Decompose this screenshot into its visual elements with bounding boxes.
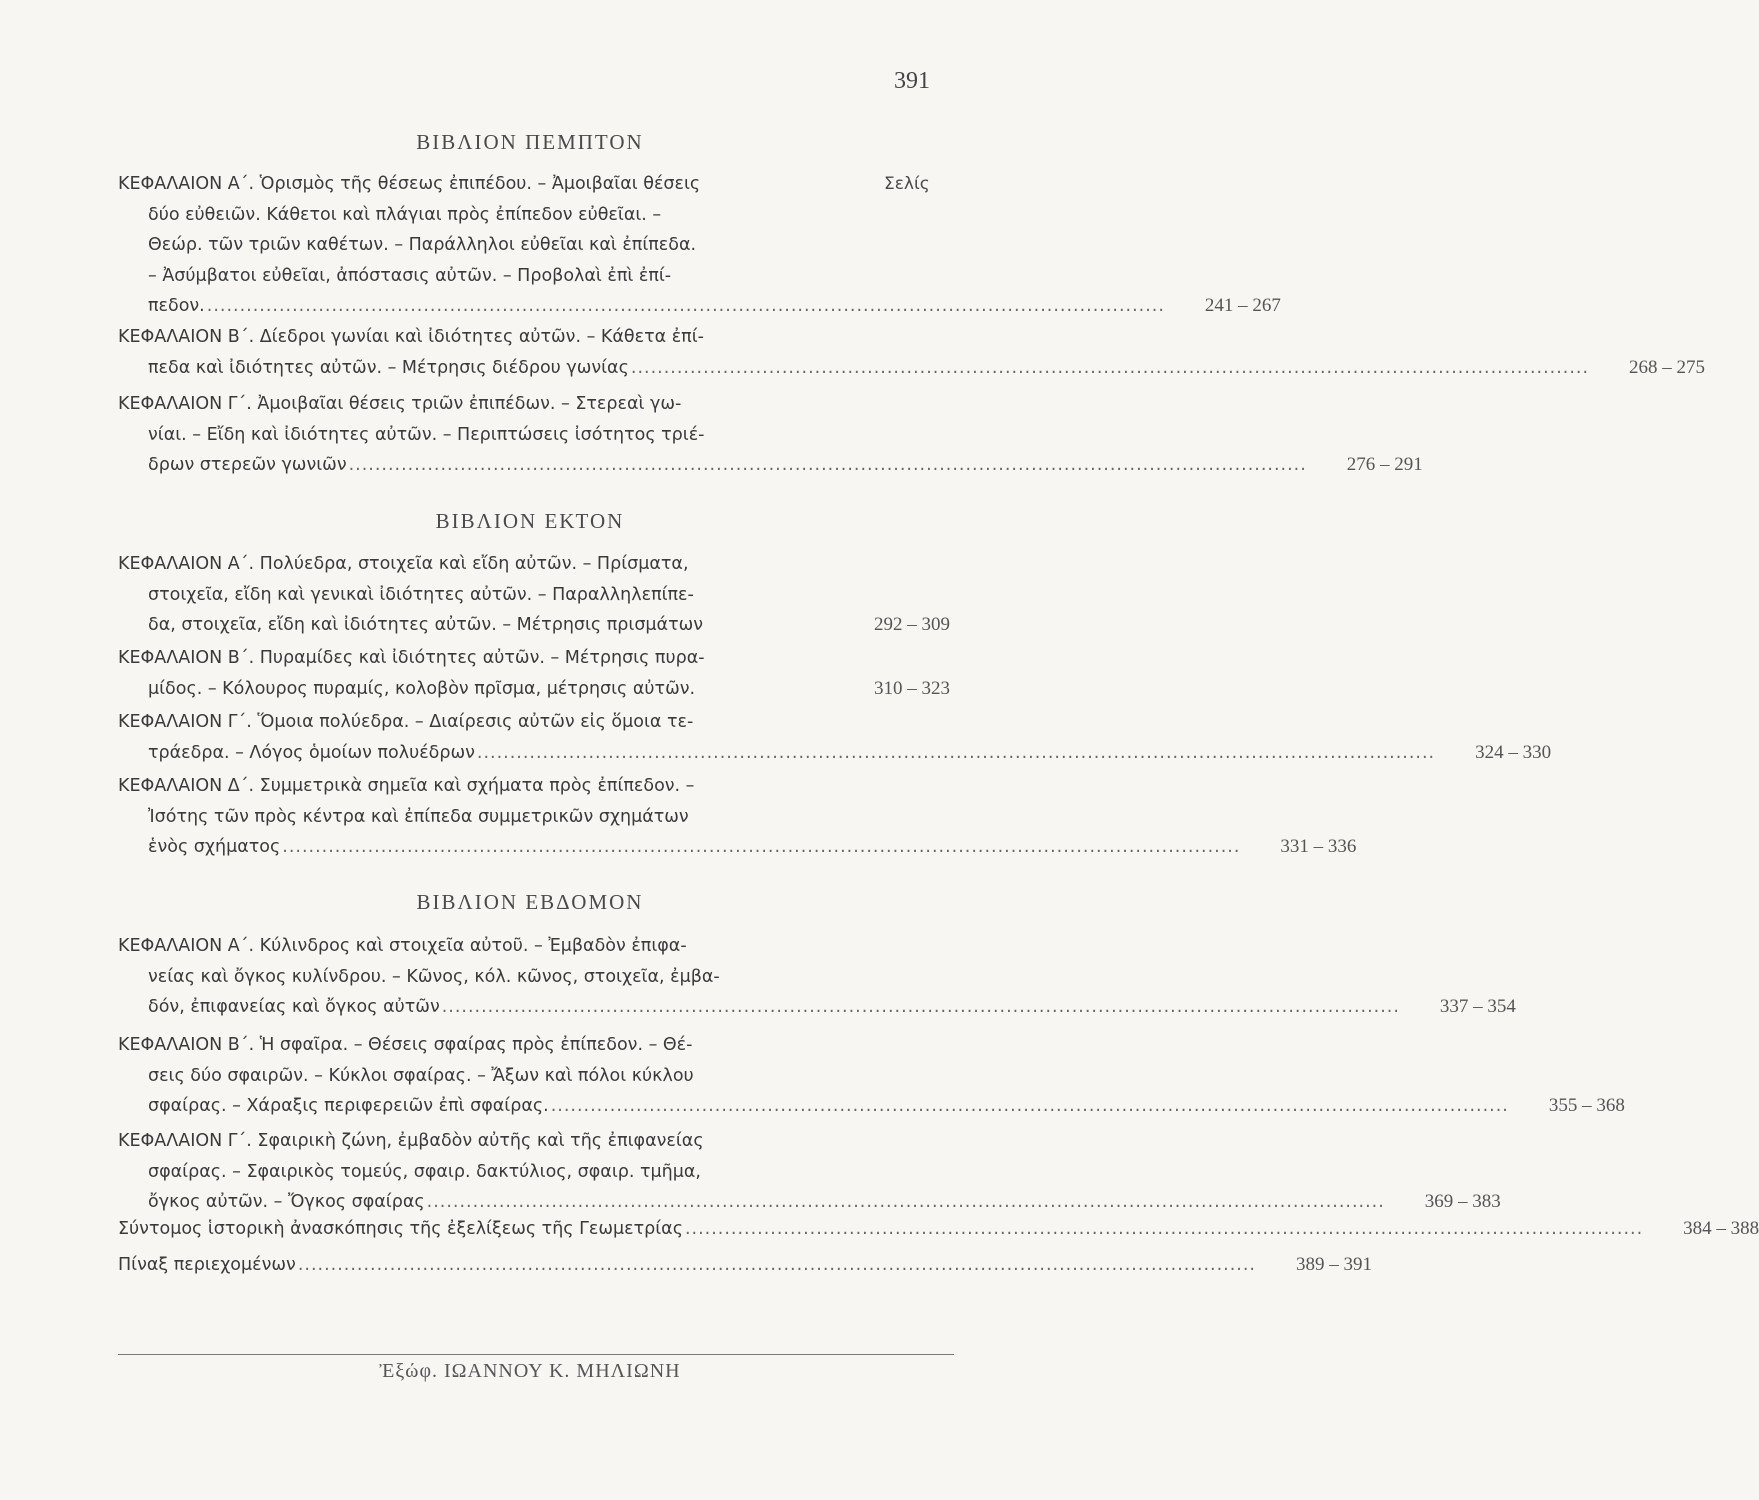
pages-column-header: Σελίς (884, 174, 930, 194)
entry-line: Πίναξ περιεχομένων (118, 1255, 296, 1275)
entry-line: δα, στοιχεῖα, εἴδη καὶ ἰδιότητες αὐτῶν. – Μέτρησις πρισμάτων (148, 615, 704, 635)
toc-entry (118, 549, 950, 641)
entry-last-line (118, 832, 1357, 863)
toc-entry (118, 1030, 1625, 1122)
toc-entry (118, 322, 1706, 383)
leader-dots: .................................................................................................................................................. (348, 455, 1307, 475)
toc-entry (118, 389, 1423, 481)
entry-line: πεδον. (148, 296, 205, 316)
entry-line: μίδος. – Κόλουρος πυραμίς, κολοβὸν πρῖσμα, μέτρησις αὐτῶν. (148, 678, 696, 699)
entry-line: πεδα καὶ ἰδιότητες αὐτῶν. – Μέτρησις διέδρου γωνίας (148, 357, 629, 378)
entry-line: ΚΕΦΑΛΑΙΟΝ Β΄. Πυραμίδες καὶ ἰδιότητες αὐτῶν. – Μέτρησις πυρα- (118, 648, 705, 668)
leader-dots: .................................................................................................................................................. (441, 997, 1400, 1017)
entry-last-line (118, 992, 1516, 1023)
page-range: 369 – 383 (1424, 1191, 1501, 1212)
entry-line: ἑνὸς σχήματος (148, 837, 281, 857)
entry-last-line (118, 1187, 1501, 1218)
page-range: 292 – 309 (874, 614, 950, 635)
page-range: 331 – 336 (1280, 836, 1357, 857)
toc-entry (118, 931, 1516, 1023)
entry-line: Σύντομος ἱστορικὴ ἀνασκόπησις τῆς ἐξελίξεως τῆς Γεωμετρίας (118, 1219, 683, 1239)
leader-dots: .................................................................................................................................................. (426, 1192, 1385, 1212)
page-range: 324 – 330 (1475, 741, 1552, 763)
entry-last-line (118, 610, 950, 641)
page-number: 391 (894, 68, 930, 94)
toc-entry (118, 643, 950, 704)
entry-line: σεις δύο σφαιρῶν. – Κύκλοι σφαίρας. – Ἄξων καὶ πόλοι κύκλου (148, 1065, 694, 1086)
entry-line: ΚΕΦΑΛΑΙΟΝ Γ΄. Σφαιρικὴ ζώνη, ἐμβαδὸν αὐτῆς καὶ τῆς ἐπιφανείας (118, 1131, 704, 1151)
entry-line: ΚΕΦΑΛΑΙΟΝ Β΄. Δίεδροι γωνίαι καὶ ἰδιότητες αὐτῶν. – Κάθετα ἐπί- (118, 327, 704, 347)
page-range: 268 – 275 (1629, 356, 1706, 378)
page-range: 241 – 267 (1204, 295, 1281, 316)
entry-line: δύο εὐθειῶν. Κάθετοι καὶ πλάγιαι πρὸς ἐπίπεδον εὐθεῖαι. – (148, 204, 662, 225)
page-range: 384 – 388 (1683, 1218, 1759, 1239)
book-heading: ΒΙΒΛΙΟΝ ΕΚΤΟΝ (435, 509, 625, 533)
entry-line: στοιχεῖα, εἴδη καὶ γενικαὶ ἰδιότητες αὐτῶν. – Παραλληλεπίπε- (148, 584, 694, 605)
entry-line: ΚΕΦΑΛΑΙΟΝ Δ΄. Συμμετρικὰ σημεῖα καὶ σχήματα πρὸς ἐπίπεδον. – (118, 776, 695, 796)
page-range: 337 – 354 (1439, 996, 1516, 1017)
entry-line: Θεώρ. τῶν τριῶν καθέτων. – Παράλληλοι εὐθεῖαι καὶ ἐπίπεδα. (148, 235, 697, 255)
entry-last-line (118, 291, 1281, 322)
entry-line: – Ἀσύμβατοι εὐθεῖαι, ἀπόστασις αὐτῶν. – Προβολαὶ ἐπὶ ἐπί- (148, 265, 672, 286)
toc-entry (118, 771, 1357, 863)
toc-entry (118, 1126, 1501, 1218)
entry-last-line (118, 1250, 1372, 1281)
entry-line: ὄγκος αὐτῶν. – Ὄγκος σφαίρας (148, 1192, 425, 1212)
leader-dots: .................................................................................................................................................. (550, 1096, 1509, 1116)
leader-dots: .................................................................................................................................................. (282, 837, 1241, 857)
entry-last-line (118, 1091, 1625, 1122)
toc-entry (118, 1250, 1372, 1281)
entry-line: δρων στερεῶν γωνιῶν (148, 455, 347, 475)
entry-line: τράεδρα. – Λόγος ὁμοίων πολυέδρων (148, 742, 475, 763)
entry-last-line (118, 353, 1706, 384)
entry-line: ΚΕΦΑΛΑΙΟΝ Γ΄. Ὅμοια πολύεδρα. – Διαίρεσις αὐτῶν εἰς ὅμοια τε- (118, 712, 694, 732)
book-heading: ΒΙΒΛΙΟΝ ΕΒΔΟΜΟΝ (416, 890, 644, 914)
entry-line: ΚΕΦΑΛΑΙΟΝ Β΄. Ἡ σφαῖρα. – Θέσεις σφαίρας πρὸς ἐπίπεδον. – Θέ- (118, 1035, 693, 1055)
book-heading: ΒΙΒΛΙΟΝ ΠΕΜΠΤΟΝ (416, 130, 644, 154)
entry-line: ΚΕΦΑΛΑΙΟΝ Α΄. Κύλινδρος καὶ στοιχεῖα αὐτοῦ. – Ἐμβαδὸν ἐπιφα- (118, 936, 687, 956)
leader-dots: .................................................................................................................................................. (476, 742, 1436, 763)
toc-entry (118, 169, 1281, 322)
publisher-line: Ἐξώφ. ΙΩΑΝΝΟΥ Κ. ΜΗΛΙΩΝΗ (379, 1360, 681, 1382)
entry-line: ΚΕΦΑΛΑΙΟΝ Α΄. Ὁρισμὸς τῆς θέσεως ἐπιπέδου. – Ἀμοιβαῖαι θέσεις (118, 174, 701, 194)
entry-last-line (118, 450, 1423, 481)
entry-line: σφαίρας. – Σφαιρικὸς τομεύς, σφαιρ. δακτύλιος, σφαιρ. τμῆμα, (148, 1161, 701, 1182)
entry-line: νίαι. – Εἴδη καὶ ἰδιότητες αὐτῶν. – Περιπτώσεις ἰσότητος τριέ- (148, 424, 705, 445)
entry-last-line (118, 738, 1552, 769)
entry-last-line (118, 1214, 1759, 1245)
page-range: 389 – 391 (1295, 1254, 1372, 1275)
leader-dots: .................................................................................................................................................. (297, 1255, 1256, 1275)
entry-line: νείας καὶ ὄγκος κυλίνδρου. – Κῶνος, κόλ. κῶνος, στοιχεῖα, ἐμβα- (148, 966, 720, 987)
page-range: 355 – 368 (1548, 1095, 1625, 1116)
footer-rule (118, 1354, 954, 1355)
page-range: 310 – 323 (874, 677, 950, 699)
entry-line: δόν, ἐπιφανείας καὶ ὄγκος αὐτῶν (148, 997, 440, 1017)
entry-line: ΚΕΦΑΛΑΙΟΝ Α΄. Πολύεδρα, στοιχεῖα καὶ εἴδη αὐτῶν. – Πρίσματα, (118, 554, 689, 574)
toc-entry (118, 1214, 1759, 1245)
entry-last-line (118, 674, 950, 705)
entry-line: σφαίρας. – Χάραξις περιφερειῶν ἐπὶ σφαίρας. (148, 1096, 549, 1116)
toc-entry (118, 707, 1552, 768)
entry-line: Ἰσότης τῶν πρὸς κέντρα καὶ ἐπίπεδα συμμετρικῶν σχημάτων (148, 806, 689, 827)
leader-dots: .................................................................................................................................................. (684, 1219, 1644, 1239)
entry-line: ΚΕΦΑΛΑΙΟΝ Γ΄. Ἀμοιβαῖαι θέσεις τριῶν ἐπιπέδων. – Στερεαὶ γω- (118, 394, 682, 414)
page-range: 276 – 291 (1346, 454, 1423, 475)
leader-dots: .................................................................................................................................................. (630, 357, 1590, 378)
leader-dots: .................................................................................................................................................. (206, 296, 1165, 316)
